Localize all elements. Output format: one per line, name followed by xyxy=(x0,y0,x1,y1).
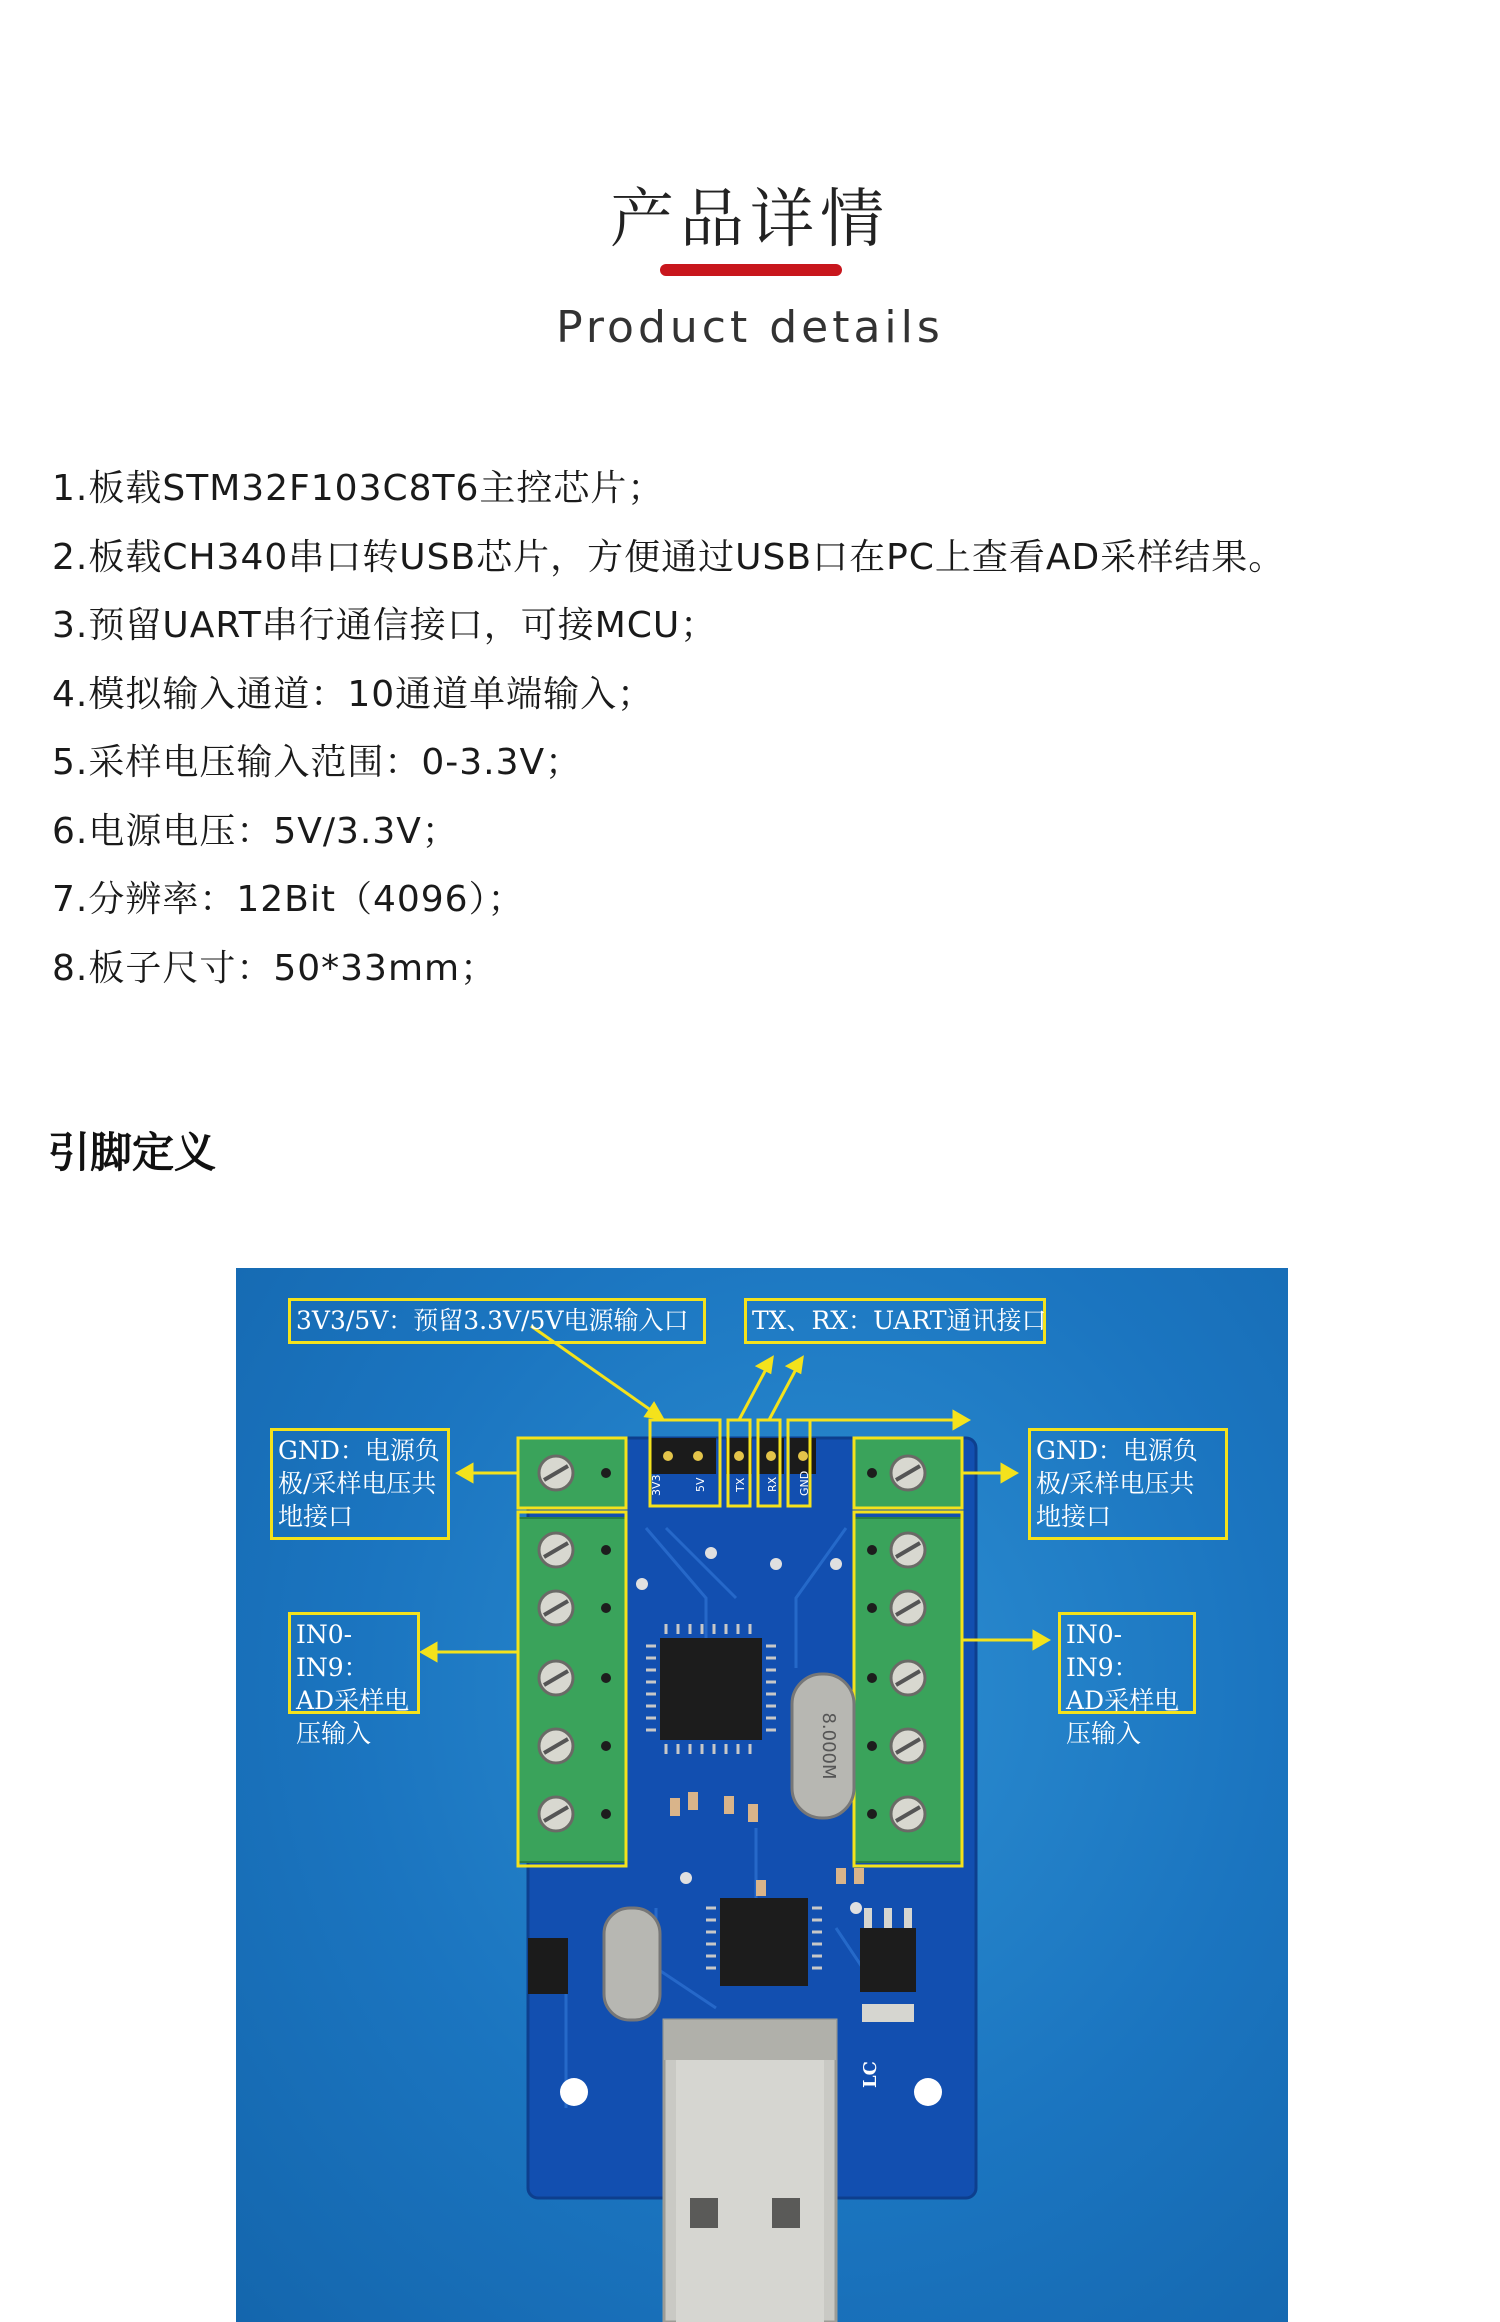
header-pin-label: RX xyxy=(766,1476,779,1492)
label-analog-in-right: IN0-IN9： AD采样电 压输入 xyxy=(1058,1612,1196,1714)
board-illustration xyxy=(236,1268,1288,2322)
header-pin-label: TX xyxy=(734,1477,747,1492)
page-title-cn: 产品详情 xyxy=(610,183,890,257)
spec-item: 6.电源电压：5V/3.3V； xyxy=(52,810,459,852)
label-analog-in-left: IN0-IN9： AD采样电 压输入 xyxy=(288,1612,420,1714)
mcu-chip xyxy=(646,1624,776,1754)
spec-item: 8.板子尺寸：50*33mm； xyxy=(52,947,498,989)
board-photo xyxy=(236,1268,1288,2322)
spec-item: 2.板载CH340串口转USB芯片，方便通过USB口在PC上查看AD采样结果。 xyxy=(52,536,1286,578)
header-pin-label: 5V xyxy=(694,1477,707,1492)
spec-item: 7.分辨率：12Bit（4096）； xyxy=(52,879,525,920)
label-gnd-left: GND：电源负 极/采样电压共 地接口 xyxy=(270,1428,450,1540)
label-uart: TX、RX：UART通讯接口 xyxy=(744,1298,1046,1344)
spec-item: 4.模拟输入通道：10通道单端输入； xyxy=(52,673,655,715)
terminal-block-left xyxy=(518,1438,626,1862)
spec-list xyxy=(52,455,1285,1003)
board-mark: LC xyxy=(860,2061,881,2088)
usb-chip xyxy=(706,1898,822,1986)
label-gnd-right: GND：电源负 极/采样电压共 地接口 xyxy=(1028,1428,1228,1540)
header-pin-label: GND xyxy=(798,1470,811,1496)
spec-item: 3.预留UART串行通信接口，可接MCU； xyxy=(52,605,718,646)
spec-item: 5.采样电压输入范围：0-3.3V； xyxy=(52,742,583,783)
section-title-pinout: 引脚定义 xyxy=(48,1128,217,1177)
voltage-regulator xyxy=(860,1908,916,2022)
spec-item: 1.板载STM32F103C8T6主控芯片； xyxy=(52,468,665,509)
usb-connector xyxy=(664,2020,836,2322)
crystal-oscillator xyxy=(792,1674,854,1818)
header-pin-label: 3V3 xyxy=(650,1474,663,1496)
label-power-input: 3V3/5V：预留3.3V/5V电源输入口 xyxy=(288,1298,706,1344)
title-accent-bar xyxy=(660,264,842,276)
crystal-label: 8.000M xyxy=(818,1712,839,1780)
page-title-en: Product details xyxy=(556,302,944,353)
pin-header xyxy=(650,1438,816,1474)
